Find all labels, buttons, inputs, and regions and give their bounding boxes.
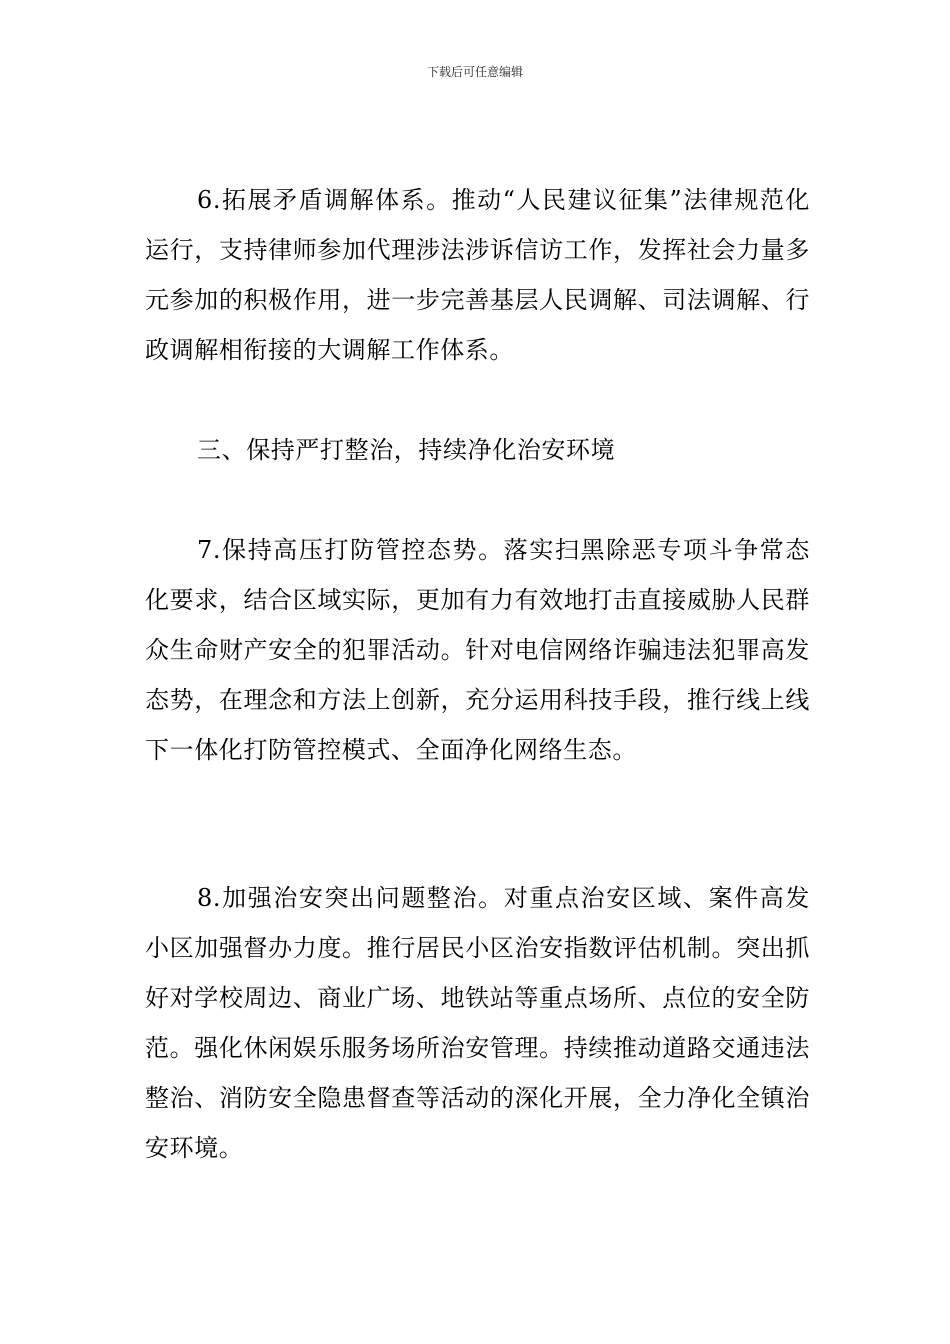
paragraph-6: 6.拓展矛盾调解体系。推动“人民建议征集”法律规范化运行，支持律师参加代理涉法涉诉信访工作，发挥社会力量多元参加的积极作用，进一步完善基层人民调解、司法调解、行政调解相衔接的大调解工作体系。: [145, 186, 810, 364]
paragraph-8: 8.加强治安突出问题整治。对重点治安区域、案件高发小区加强督办力度。推行居民小区治安指数评估机制。突出抓好对学校周边、商业广场、地铁站等重点场所、点位的安全防范。强化休闲娱乐服务场所治安管理。持续推动道路交通违法整治、消防安全隐患督查等活动的深化开展，全力净化全镇治安环境。: [145, 884, 810, 1162]
paragraph-7: 7.保持高压打防管控态势。落实扫黑除恶专项斗争常态化要求，结合区域实际，更加有力有效地打击直接威胁人民群众生命财产安全的犯罪活动。针对电信网络诈骗违法犯罪高发态势，在理念和方法上创新，充分运用科技手段，推行线上线下一体化打防管控模式、全面净化网络生态。: [145, 536, 810, 764]
section-heading-3: 三、保持严打整治，持续净化治安环境: [197, 436, 616, 464]
page-header-note: 下载后可任意编辑: [426, 65, 523, 79]
